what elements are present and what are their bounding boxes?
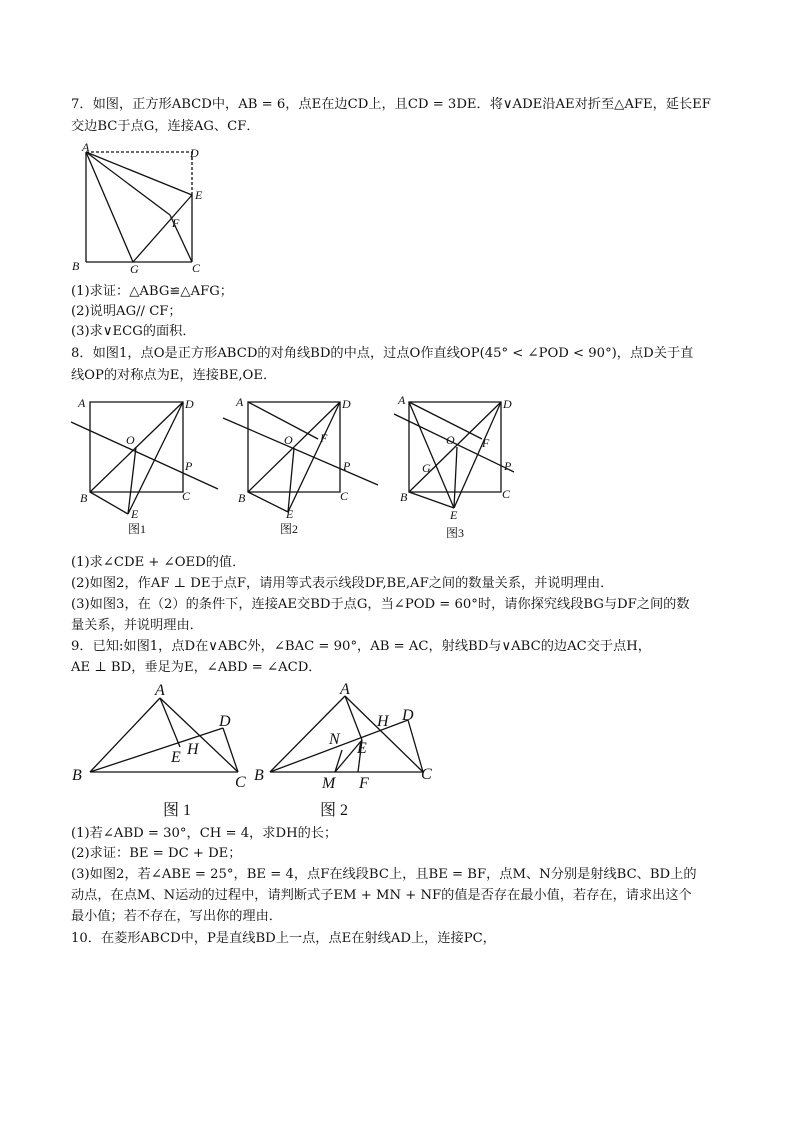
q8-figure-3 — [384, 392, 534, 544]
q8-caption-3: 图3 — [446, 526, 465, 540]
q7-label-e: E — [195, 188, 203, 202]
q8-f1-label-p: P — [185, 459, 193, 473]
q9-part3-line1: (3)如图2，若∠ABE = 25°，BE = 4，点F在线段BC上，且BE = BF，点M、N分别是射线BC、BD上的 — [71, 867, 697, 882]
q8-part2: (2)如图2，作AF ⊥ DE于点F，请用等式表示线段DF,BE,AF之间的数量关系，并说明理由． — [71, 576, 614, 591]
q8-f2-label-a: A — [236, 395, 244, 409]
q8-f3-label-a: A — [398, 393, 406, 407]
q8-f1-label-b: B — [80, 491, 88, 505]
q8-f3-label-o: O — [446, 433, 455, 447]
q9-f2-label-n: N — [329, 731, 340, 748]
q7-label-a: A — [82, 142, 90, 154]
q9-text-line2: AE ⊥ BD，垂足为E，∠ABD = ∠ACD． — [71, 660, 322, 675]
q8-text-line1: 8．如图1，点O是正方形ABCD的对角线BD的中点，过点O作直线OP(45° < ∠POD < 90°)，点D关于直 — [71, 346, 694, 361]
q7-label-d: D — [190, 146, 199, 160]
q8-f3-label-p: P — [504, 459, 512, 473]
q9-f2-label-d: D — [402, 707, 414, 724]
q8-f1-label-d: D — [185, 397, 194, 411]
q8-f2-label-f: F — [320, 431, 328, 445]
q9-text-line1: 9．已知:如图1，点D在∨ABC外，∠BAC = 90°，AB = AC，射线BD与∨ABC的边AC交于点H， — [71, 639, 651, 654]
q9-f2-label-f: F — [359, 775, 369, 792]
q8-f2-label-p: P — [343, 459, 351, 473]
q8-caption-1: 图1 — [128, 522, 147, 536]
q7-label-g: G — [130, 262, 139, 276]
q9-f1-label-b: B — [72, 767, 82, 784]
q9-figure-1 — [68, 680, 258, 825]
q7-part2: (2)说明AG// CF； — [71, 304, 182, 319]
q9-f2-label-e: E — [357, 740, 367, 757]
q9-part1: (1)若∠ABD = 30°，CH = 4，求DH的长； — [71, 826, 338, 841]
q7-part1: (1)求证：△ABG≌△AFG； — [71, 284, 233, 299]
q8-f3-label-b: B — [400, 490, 408, 504]
q7-part3: (3)求∨ECG的面积． — [71, 324, 196, 339]
q9-part3-line3: 最小值；若不存在，写出你的理由． — [71, 909, 282, 924]
q9-caption-1: 图 1 — [163, 802, 192, 819]
q8-caption-2: 图2 — [280, 522, 299, 536]
q8-part3-line1: (3)如图3，在（2）的条件下，连接AE交BD于点G，当∠POD = 60°时，请你探究线段BG与DF之间的数 — [71, 597, 690, 612]
q9-caption-2: 图 2 — [320, 802, 349, 819]
q9-figure-2 — [250, 680, 440, 825]
q7-label-c: C — [192, 261, 201, 275]
q8-part3-line2: 量关系，并说明理由． — [71, 618, 203, 633]
q8-f2-label-c: C — [340, 489, 349, 503]
q10-text-line1: 10．在菱形ABCD中，P是直线BD上一点，点E在射线AD上，连接PC， — [71, 931, 496, 946]
q8-f1-label-c: C — [182, 489, 191, 503]
q8-f2-label-o: O — [284, 433, 293, 447]
q9-part2: (2)求证：BE = DC + DE； — [71, 846, 242, 861]
q7-text-line2: 交边BC于点G，连接AG、CF． — [71, 119, 260, 134]
q9-f2-label-m: M — [322, 775, 336, 792]
q9-f1-label-c: C — [235, 774, 246, 791]
q9-f1-label-e: E — [171, 749, 181, 766]
q8-figure-1 — [68, 392, 228, 542]
q7-label-f: F — [172, 216, 180, 230]
q9-part3-line2: 动点，在点M、N运动的过程中，请判断式子EM + MN + NF的值是否存在最小值，若存在，请求出这个 — [71, 888, 692, 903]
q8-f1-label-a: A — [78, 396, 86, 410]
q8-f3-label-e: E — [450, 508, 458, 522]
q8-f3-label-d: D — [503, 397, 512, 411]
q7-text-line1: 7．如图，正方形ABCD中，AB = 6，点E在边CD上，且CD = 3DE．将∨ADE沿AE对折至△AFE，延长EF — [71, 97, 711, 112]
q9-f1-label-d: D — [219, 713, 231, 730]
q9-f2-label-h: H — [377, 713, 389, 730]
q9-f2-label-b: B — [254, 767, 264, 784]
q9-f2-label-c: C — [421, 766, 432, 783]
q8-figure-2 — [220, 392, 385, 542]
q8-f3-label-g: G — [422, 461, 431, 475]
q8-f3-label-f: F — [482, 436, 490, 450]
q9-f1-label-a: A — [155, 682, 165, 699]
q8-f2-label-b: B — [238, 491, 246, 505]
q8-text-line2: 线OP的对称点为E，连接BE,OE． — [71, 368, 277, 383]
q8-f1-label-o: O — [126, 433, 135, 447]
q7-figure — [70, 142, 220, 277]
q8-f3-label-c: C — [502, 487, 511, 501]
q8-f2-label-e: E — [286, 507, 294, 521]
q8-part1: (1)求∠CDE + ∠OED的值． — [71, 555, 246, 570]
q9-f1-label-h: H — [187, 741, 199, 758]
q8-f1-label-e: E — [131, 507, 139, 521]
q8-f2-label-d: D — [342, 397, 351, 411]
q9-f2-label-a: A — [340, 681, 350, 698]
q7-label-b: B — [72, 259, 80, 273]
